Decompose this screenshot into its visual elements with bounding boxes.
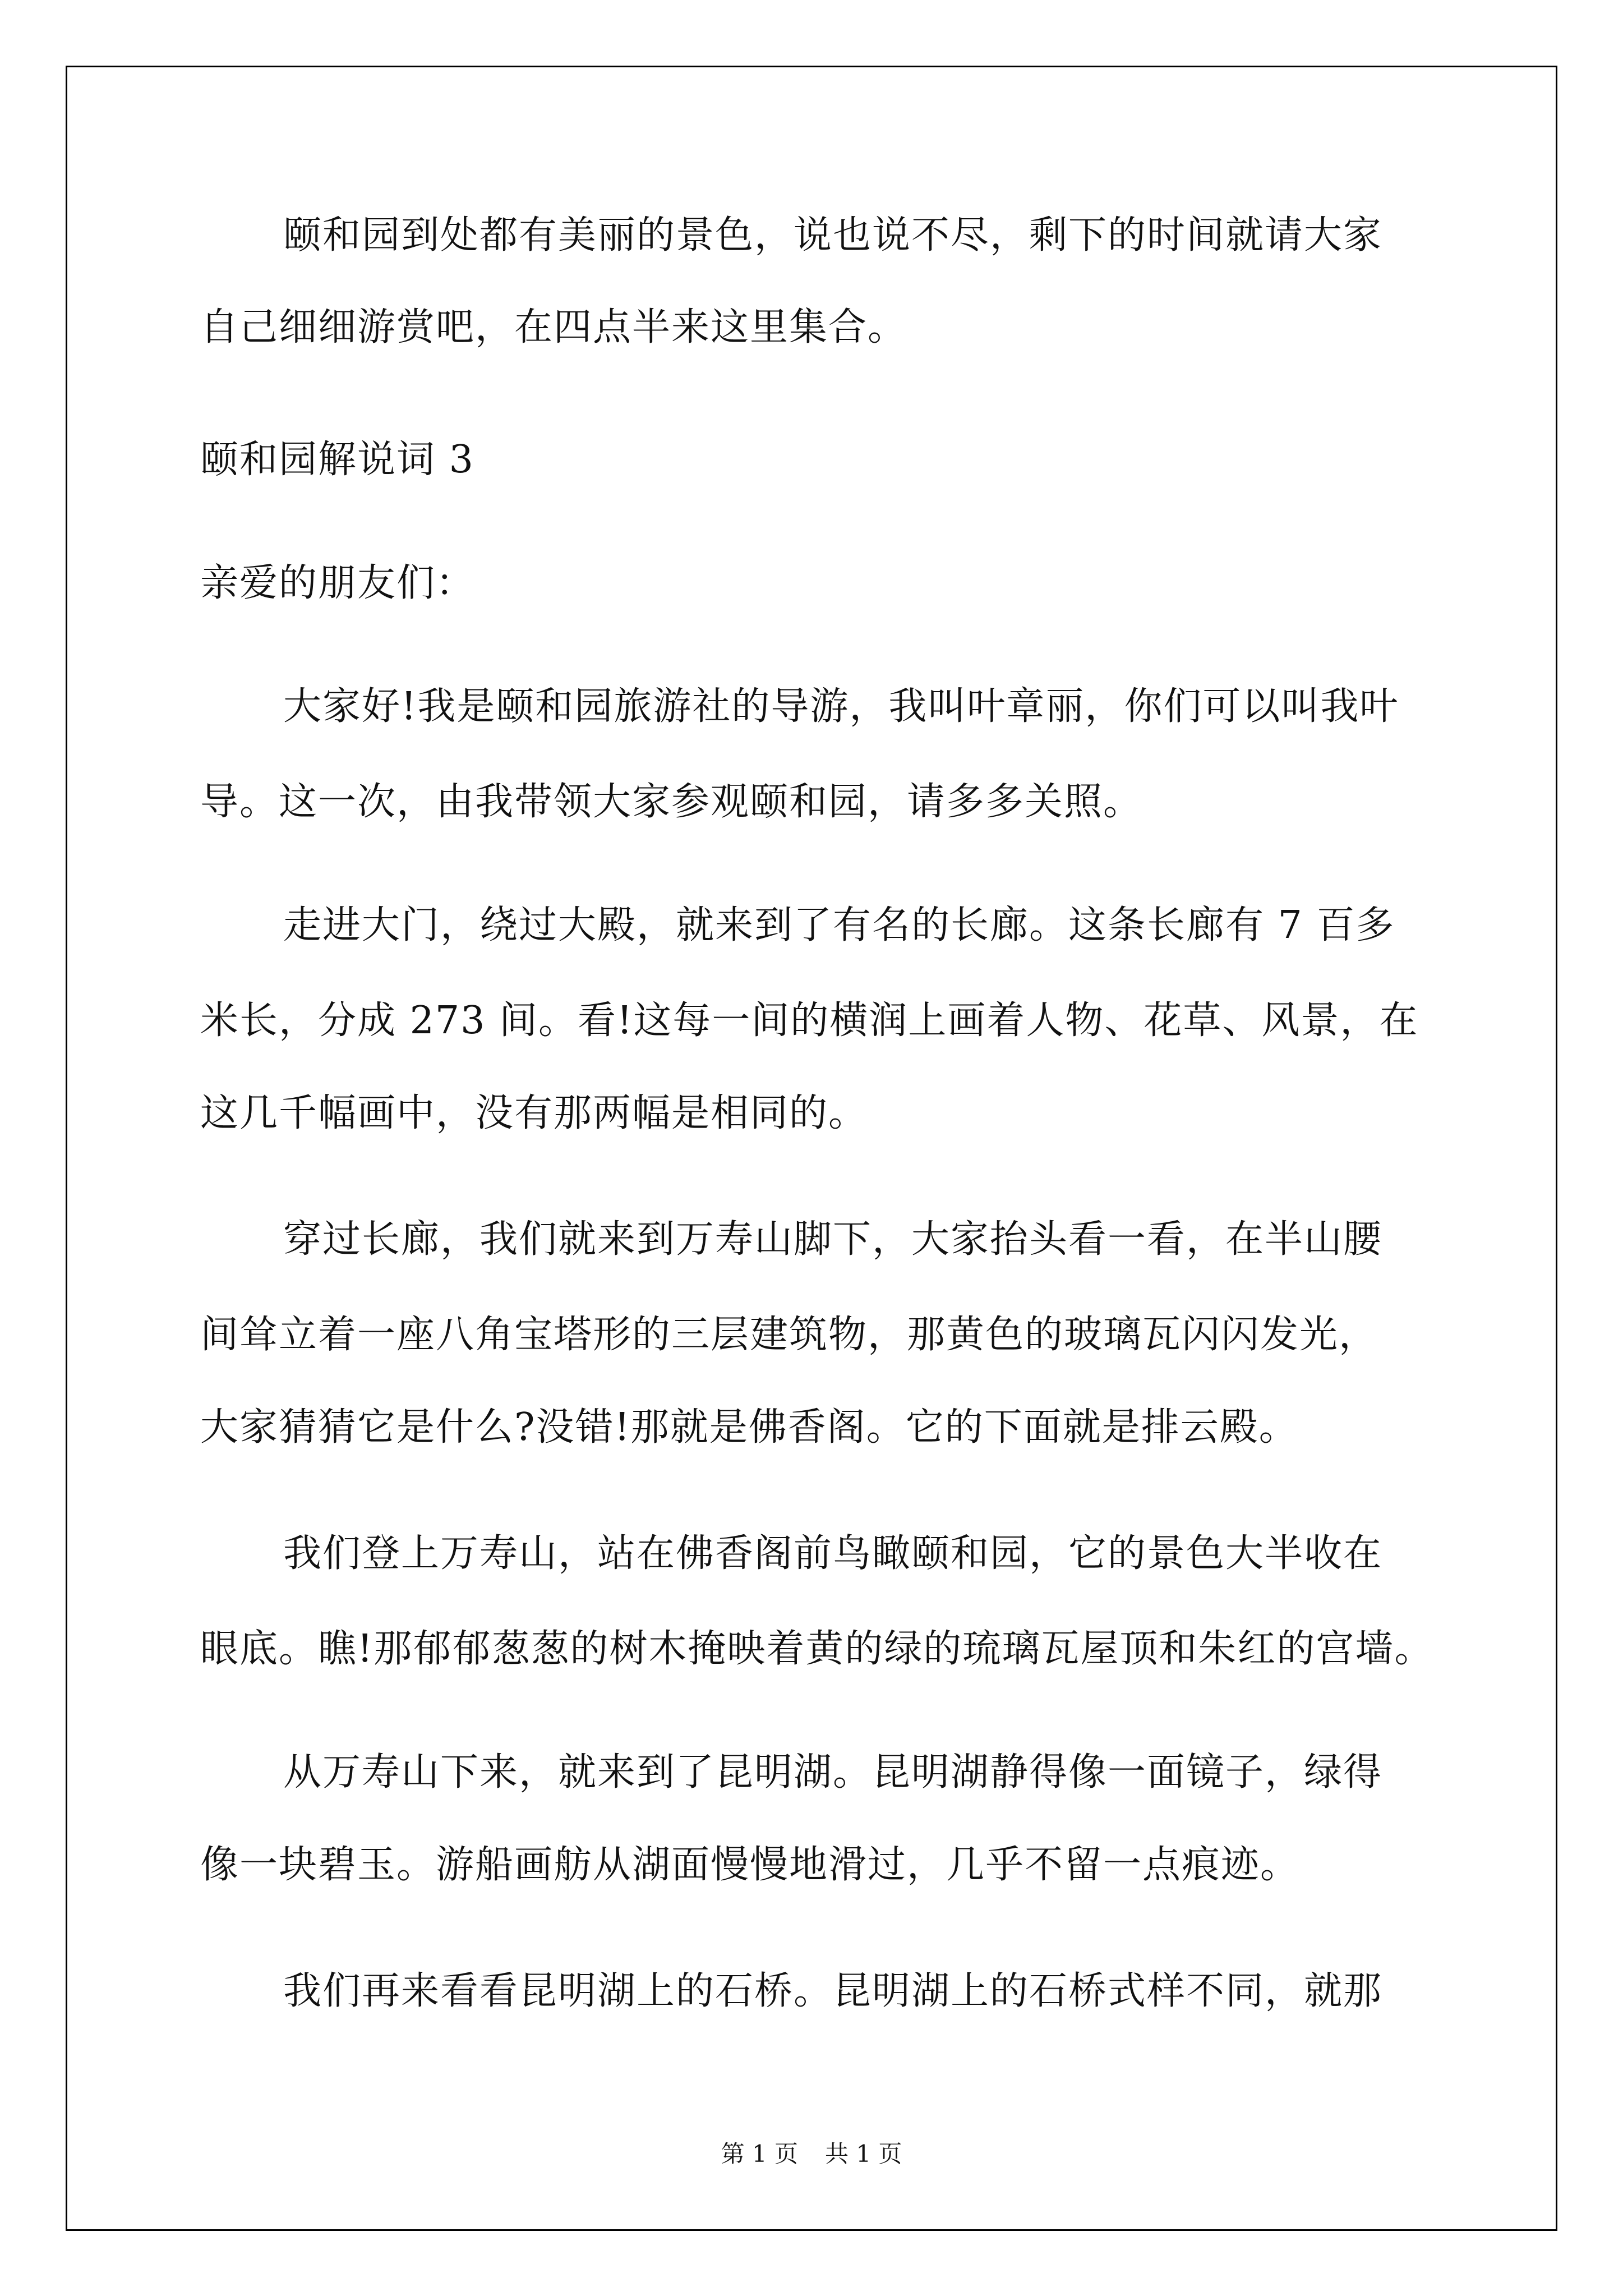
- page-border: [66, 66, 1557, 2231]
- paragraph-line: 这几千幅画中，没有那两幅是相同的。: [200, 1091, 868, 1135]
- paragraph-line: 颐和园到处都有美丽的景色，说也说不尽，剩下的时间就请大家: [283, 213, 1383, 257]
- paragraph-line: 穿过长廊，我们就来到万寿山脚下，大家抬头看一看，在半山腰: [283, 1217, 1383, 1262]
- paragraph-line: 大家猜猜它是什么?没错!那就是佛香阁。它的下面就是排云殿。: [200, 1405, 1298, 1450]
- paragraph-line: 我们再来看看昆明湖上的石桥。昆明湖上的石桥式样不同，就那: [283, 1969, 1383, 2013]
- paragraph-line: 大家好!我是颐和园旅游社的导游，我叫叶章丽，你们可以叫我叶: [283, 684, 1399, 729]
- paragraph-line: 间耸立着一座八角宝塔形的三层建筑物，那黄色的玻璃瓦闪闪发光，: [200, 1313, 1378, 1357]
- paragraph-line: 像一块碧玉。游船画舫从湖面慢慢地滑过，几乎不留一点痕迹。: [200, 1843, 1300, 1887]
- paragraph-line: 我们登上万寿山，站在佛香阁前鸟瞰颐和园，它的景色大半收在: [283, 1531, 1383, 1576]
- section-heading: 颐和园解说词 3: [200, 438, 474, 482]
- page-number: 第 1 页: [721, 2140, 798, 2168]
- salutation: 亲爱的朋友们：: [200, 561, 476, 605]
- page-footer: [0, 2140, 1623, 2168]
- paragraph-line: 米长，分成 273 间。看!这每一间的横润上画着人物、花草、风景，在: [200, 999, 1419, 1043]
- paragraph-line: 导。这一次，由我带领大家参观颐和园，请多多关照。: [200, 780, 1143, 824]
- paragraph-line: 从万寿山下来，就来到了昆明湖。昆明湖静得像一面镜子，绿得: [283, 1750, 1383, 1795]
- paragraph-line: 走进大门，绕过大殿，就来到了有名的长廊。这条长廊有 7 百多: [283, 903, 1395, 947]
- page-total: 共 1 页: [825, 2140, 902, 2168]
- paragraph-line: 自己细细游赏吧，在四点半来这里集合。: [200, 305, 907, 349]
- paragraph-line: 眼底。瞧!那郁郁葱葱的树木掩映着黄的绿的琉璃瓦屋顶和朱红的宫墙。: [200, 1627, 1434, 1671]
